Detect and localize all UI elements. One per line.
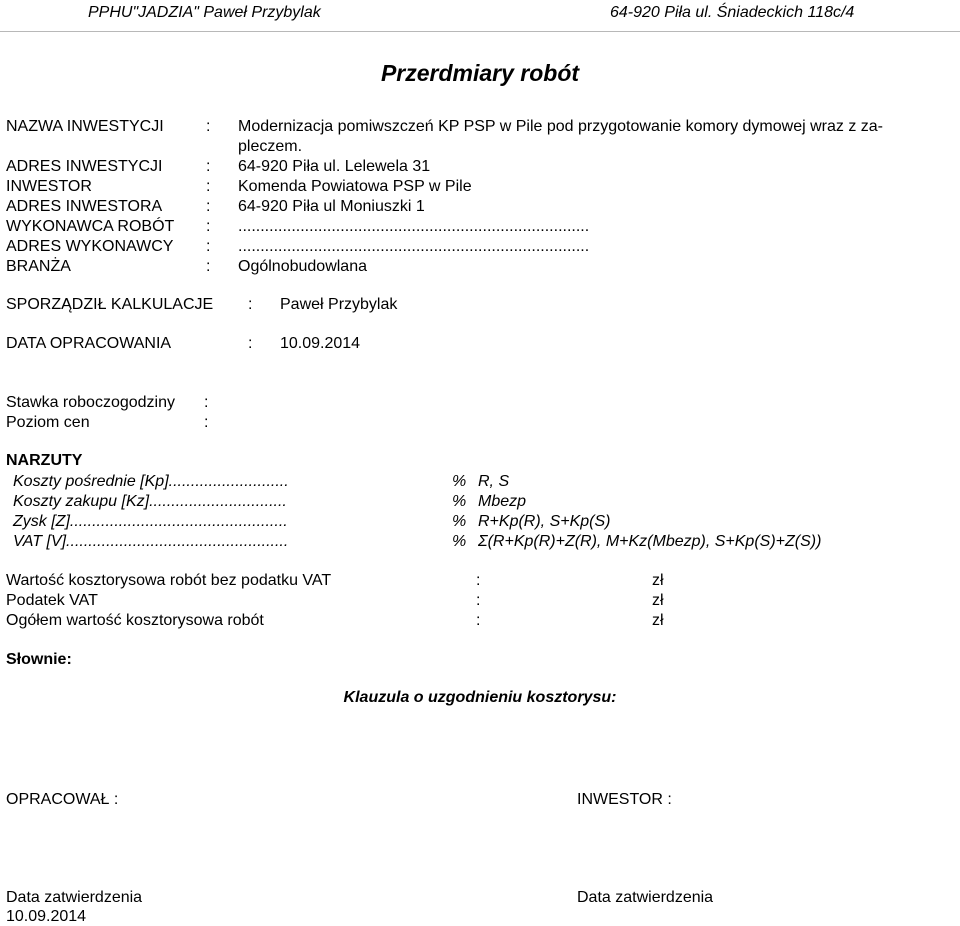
agreement-clause-title: Klauzula o uzgodnieniu kosztorysu: xyxy=(343,689,617,706)
total-unit: zł xyxy=(652,592,664,609)
info-separator: : xyxy=(206,158,211,175)
company-name: PPHU"JADZIA" Paweł Przybylak xyxy=(88,4,321,21)
info-value: Modernizacja pomiwszczeń KP PSP w Pile pod przygotowanie komory dymowej wraz z za- xyxy=(238,118,884,135)
markup-basis: R, S xyxy=(478,473,510,490)
amount-in-words-label: Słownie: xyxy=(6,651,72,668)
markup-percent: % xyxy=(452,493,467,510)
info-value-continued: pleczem. xyxy=(238,138,303,155)
markups-heading: NARZUTY xyxy=(6,452,83,469)
total-unit: zł xyxy=(652,612,664,629)
info-separator: : xyxy=(206,118,211,135)
markup-percent: % xyxy=(452,473,467,490)
markup-basis: Σ(R+Kp(R)+Z(R), M+Kz(Mbezp), S+Kp(S)+Z(S)) xyxy=(478,533,822,550)
info-value: ............................................................................... xyxy=(238,238,590,255)
info-label: NAZWA INWESTYCJI xyxy=(6,118,164,135)
info-value: ............................................................................... xyxy=(238,218,590,235)
company-address: 64-920 Piła ul. Śniadeckich 118c/4 xyxy=(610,4,855,21)
markup-percent: % xyxy=(452,533,467,550)
prepared-by-value: Paweł Przybylak xyxy=(280,296,398,313)
info-label: ADRES INWESTORA xyxy=(6,198,163,215)
info-separator: : xyxy=(206,218,211,235)
date-prepared-separator: : xyxy=(248,335,253,352)
info-value: Komenda Powiatowa PSP w Pile xyxy=(238,178,472,195)
hourly-rate-separator: : xyxy=(204,394,209,411)
prepared-by-separator: : xyxy=(248,296,253,313)
header-divider xyxy=(0,31,960,32)
markup-label: Koszty pośrednie [Kp]........................... xyxy=(13,473,289,490)
info-label: INWESTOR xyxy=(6,178,92,195)
markup-label: Zysk [Z]................................................. xyxy=(13,513,288,530)
info-label: BRANŻA xyxy=(6,258,71,275)
info-separator: : xyxy=(206,178,211,195)
prepared-signature-label: OPRACOWAŁ : xyxy=(6,791,119,808)
info-label: ADRES INWESTYCJI xyxy=(6,158,163,175)
markup-basis: R+Kp(R), S+Kp(S) xyxy=(478,513,611,530)
markup-label: Koszty zakupu [Kz]............................... xyxy=(13,493,287,510)
info-separator: : xyxy=(206,258,211,275)
approval-date-label-left: Data zatwierdzenia xyxy=(6,889,143,906)
total-label: Wartość kosztorysowa robót bez podatku VAT xyxy=(6,572,332,589)
price-level-label: Poziom cen xyxy=(6,414,90,431)
info-label: WYKONAWCA ROBÓT xyxy=(6,218,175,235)
info-value: 64-920 Piła ul. Lelewela 31 xyxy=(238,158,431,175)
info-label: ADRES WYKONAWCY xyxy=(6,238,174,255)
total-separator: : xyxy=(476,572,481,589)
hourly-rate-label: Stawka roboczogodziny xyxy=(6,394,175,411)
info-value: 64-920 Piła ul Moniuszki 1 xyxy=(238,198,425,215)
approval-date-label-right: Data zatwierdzenia xyxy=(577,889,714,906)
markup-percent: % xyxy=(452,513,467,530)
approval-date-value-left: 10.09.2014 xyxy=(6,908,87,925)
prepared-by-label: SPORZĄDZIŁ KALKULACJE xyxy=(6,296,214,313)
total-separator: : xyxy=(476,612,481,629)
date-prepared-value: 10.09.2014 xyxy=(280,335,361,352)
info-value: Ogólnobudowlana xyxy=(238,258,367,275)
total-unit: zł xyxy=(652,572,664,589)
markup-label: VAT [V].................................................. xyxy=(13,533,289,550)
investor-signature-label: INWESTOR : xyxy=(577,791,672,808)
total-separator: : xyxy=(476,592,481,609)
info-separator: : xyxy=(206,198,211,215)
total-label: Podatek VAT xyxy=(6,592,98,609)
price-level-separator: : xyxy=(204,414,209,431)
total-label: Ogółem wartość kosztorysowa robót xyxy=(6,612,264,629)
info-separator: : xyxy=(206,238,211,255)
date-prepared-label: DATA OPRACOWANIA xyxy=(6,335,172,352)
markup-basis: Mbezp xyxy=(478,493,527,510)
page-title: Przerdmiary robót xyxy=(380,60,580,86)
